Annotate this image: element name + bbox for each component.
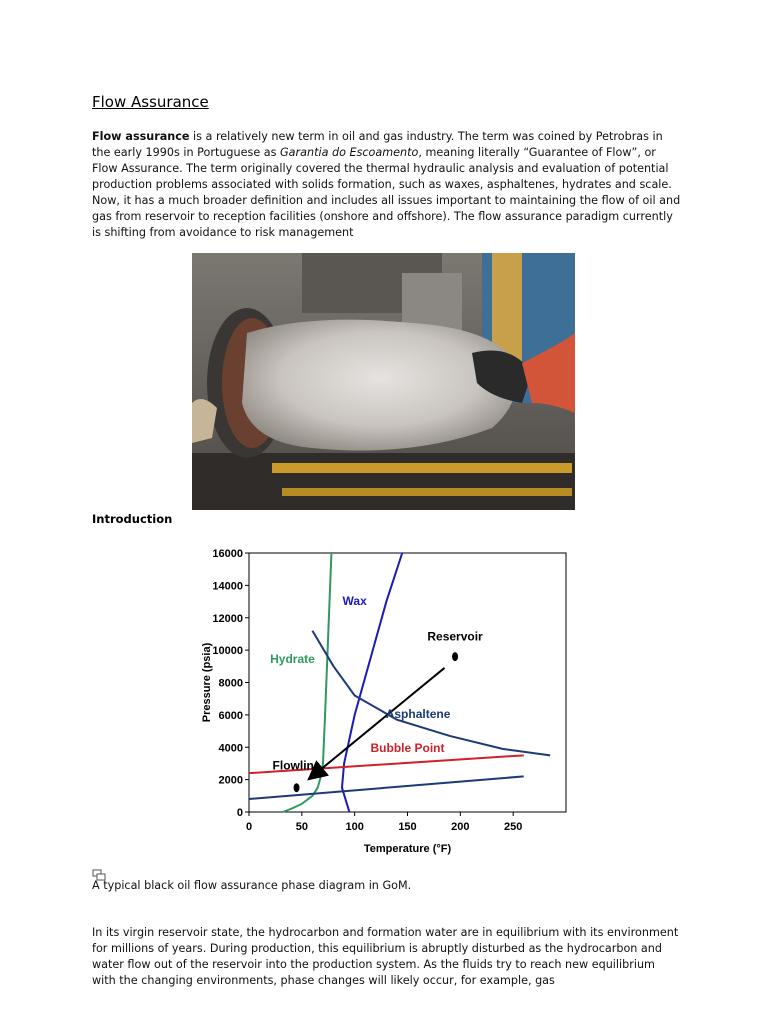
y-tick-label: 12000	[212, 612, 243, 625]
x-tick-label: 100	[345, 821, 364, 833]
intro-text-2: , meaning literally “Guarantee of Flow”, or Flow Assurance. The term originally covered the thermal hydraulic analysis and evaluation of potential production problems associated with solids formation, such as waxes, asphaltenes, hydrates and scale. Now, it has a much broader definition and includes all issues important to maintaining the flow of oil and gas from reservoir to reception facilities (onshore and offshore). The flow assurance paradigm currently is shifting from avoidance to risk management	[92, 146, 681, 239]
hydrate-curve	[283, 553, 332, 812]
portuguese-term: Garantia do Escoamento	[280, 146, 419, 159]
intro-paragraph	[92, 129, 682, 241]
flowline-point	[294, 783, 300, 792]
y-tick-label: 2000	[218, 774, 243, 787]
y-tick-label: 16000	[212, 548, 243, 560]
wax-curve	[342, 553, 402, 812]
wax-plug-image	[192, 253, 575, 510]
term-bold: Flow assurance	[92, 130, 190, 143]
flowline-curve	[249, 776, 524, 799]
phase-diagram-svg	[196, 545, 576, 865]
wax-label: Wax	[342, 593, 367, 608]
y-tick-label: 10000	[212, 645, 243, 658]
figure-caption: A typical black oil flow assurance phase diagram in GoM.	[92, 879, 412, 892]
x-tick-label: 0	[245, 821, 253, 833]
wax-plug-photo	[192, 253, 575, 510]
y-tick-label: 0	[236, 807, 243, 819]
y-axis-label: Pressure (psia)	[201, 642, 213, 723]
reservoir-label: Reservoir	[427, 629, 483, 644]
x-axis-label: Temperature (°F)	[363, 843, 452, 855]
page-title: Flow Assurance	[92, 93, 209, 111]
x-tick-label: 150	[398, 821, 417, 833]
x-tick-label: 200	[451, 821, 470, 833]
asphaltene-label: Asphaltene	[385, 707, 451, 722]
body-paragraph: In its virgin reservoir state, the hydrocarbon and formation water are in equilibrium with its environment for millions of years. During production, this equilibrium is abruptly disturbed as the hydrocarbon and water flow out of the reservoir into the production system. As the fluids try to reach new equilibrium with the changing environments, phase changes will likely occur, for example, gas	[92, 926, 679, 987]
image-placeholder-icon	[92, 866, 106, 878]
bubble-point-label: Bubble Point	[370, 741, 445, 756]
reservoir-point	[452, 652, 458, 661]
phase-diagram-chart	[196, 545, 576, 865]
y-tick-label: 4000	[218, 742, 243, 755]
flowline-label: Flowline	[272, 758, 321, 773]
section-heading-introduction: Introduction	[92, 512, 173, 526]
x-tick-label: 250	[503, 821, 523, 833]
y-tick-label: 14000	[212, 580, 243, 593]
intro-text-1: is a relatively new term in oil and gas industry. The term was coined by Petrobras in the early 1990s in Portuguese as	[92, 130, 663, 159]
plot-frame	[249, 553, 566, 812]
asphaltene-curve	[312, 631, 550, 756]
x-tick-label: 50	[295, 821, 308, 833]
y-tick-label: 8000	[218, 677, 243, 690]
hydrate-label: Hydrate	[270, 652, 315, 667]
y-tick-label: 6000	[218, 709, 243, 722]
